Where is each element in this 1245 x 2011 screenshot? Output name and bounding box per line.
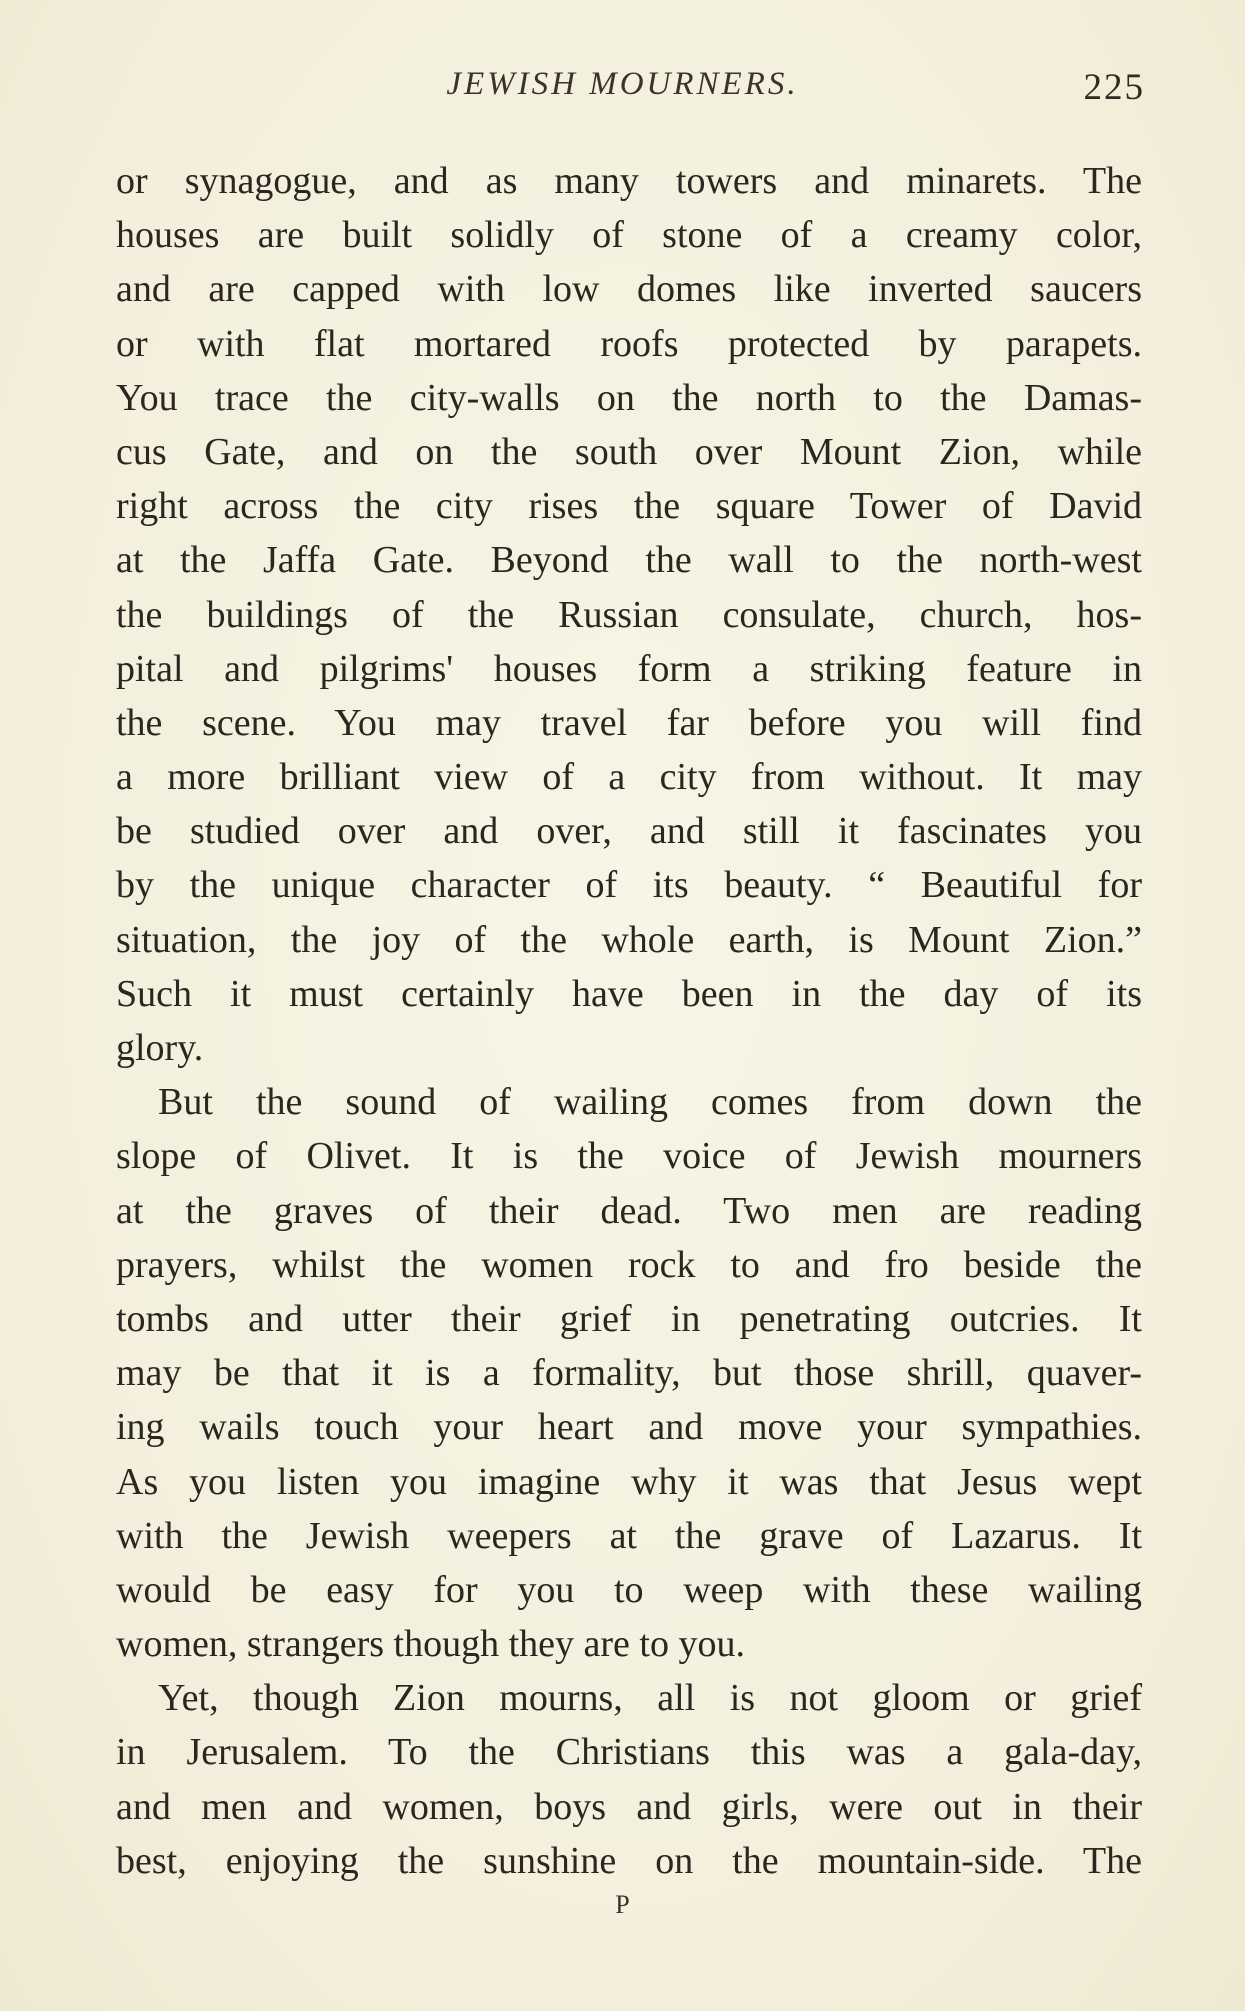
text-line: pital and pilgrims' houses form a striking feature in [116,647,1142,690]
text-line: As you listen you imagine why it was that Jesus wept [116,1460,1142,1503]
text-line: at the graves of their dead. Two men are reading [116,1189,1142,1232]
running-head [0,66,1245,126]
text-line: cus Gate, and on the south over Mount Zion, while [116,430,1142,473]
text-line: glory. [116,1027,204,1069]
text-line: a more brilliant view of a city from without. It may [116,756,1142,799]
text-line: would be easy for you to weep with these wailing [116,1568,1142,1611]
text-line: women, strangers though they are to you. [116,1623,745,1666]
text-line: Yet, though Zion mourns, all is not gloom or grief [158,1677,1142,1720]
text-line: tombs and utter their grief in penetrating outcries. It [116,1297,1142,1340]
text-line: right across the city rises the square Tower of David [116,485,1142,528]
text-line: situation, the joy of the whole earth, is Mount Zion.” [116,918,1142,961]
text-line: in Jerusalem. To the Christians this was a gala-day, [116,1731,1142,1774]
text-line: and men and women, boys and girls, were out in their [116,1785,1142,1828]
text-line: or synagogue, and as many towers and minarets. The [116,160,1142,202]
text-line: or with flat mortared roofs protected by parapets. [116,322,1142,365]
text-line: Such it must certainly have been in the day of its [116,972,1142,1015]
signature-mark: P [615,1890,630,1919]
text-line: and are capped with low domes like inverted saucers [116,268,1142,311]
text-line: best, enjoying the sunshine on the mountain-side. The [116,1839,1142,1882]
text-line: ing wails touch your heart and move your sympathies. [116,1406,1142,1449]
text-line: the buildings of the Russian consulate, church, hos- [116,593,1142,636]
text-line: at the Jaffa Gate. Beyond the wall to the north-west [116,539,1142,582]
text-line: the scene. You may travel far before you will find [116,701,1142,744]
text-line: But the sound of wailing comes from down the [158,1081,1142,1124]
text-line: houses are built solidly of stone of a creamy color, [116,214,1142,257]
text-line: may be that it is a formality, but those shrill, quaver- [116,1352,1142,1395]
text-line: by the unique character of its beauty. “ Beautiful for [116,864,1142,907]
text-line: You trace the city-walls on the north to the Damas- [116,376,1142,419]
text-line: be studied over and over, and still it fascinates you [116,810,1142,853]
text-line: slope of Olivet. It is the voice of Jewish mourners [116,1135,1142,1178]
text-line: prayers, whilst the women rock to and fro beside the [116,1243,1142,1286]
text-line: with the Jewish weepers at the grave of Lazarus. It [116,1514,1142,1557]
body-text [116,154,1142,1888]
page-number: 225 [1083,67,1145,108]
running-title: JEWISH MOURNERS. [446,66,799,102]
